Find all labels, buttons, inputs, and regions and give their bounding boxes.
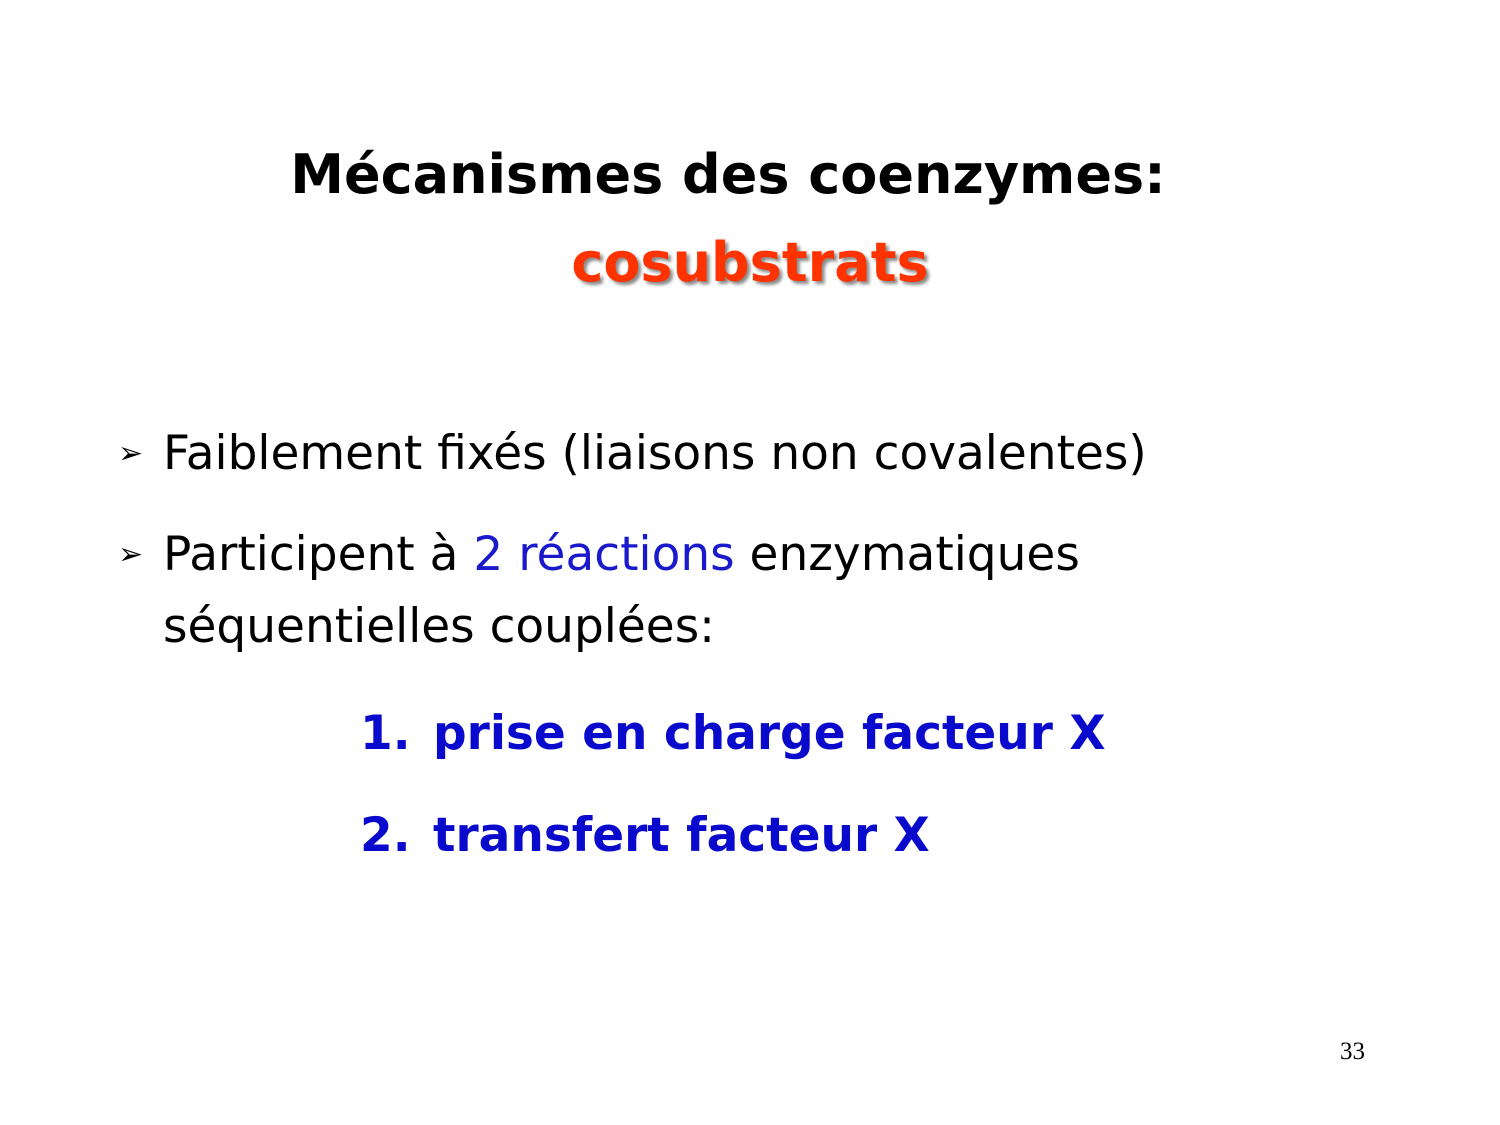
bullet-text bbox=[163, 519, 1080, 663]
bullet-text: Faiblement fixés (liaisons non covalentes) bbox=[163, 426, 1147, 481]
arrow-bullet-icon: ➢ bbox=[118, 436, 144, 471]
bullet-text-after: enzymatiques bbox=[734, 527, 1080, 582]
bullet-text-line2: séquentielles couplées: bbox=[163, 599, 716, 654]
item-number: 1. bbox=[360, 706, 411, 761]
item-number: 2. bbox=[360, 808, 411, 863]
bullet-highlight: 2 réactions bbox=[473, 527, 735, 582]
slide-title: Mécanismes des coenzymes: bbox=[290, 143, 1166, 206]
page-number: 33 bbox=[1340, 1038, 1365, 1065]
slide-subtitle: cosubstrats bbox=[571, 231, 929, 294]
bullet-text-before: Participent à bbox=[163, 527, 474, 582]
item-text: transfert facteur X bbox=[433, 808, 930, 863]
arrow-bullet-icon: ➢ bbox=[118, 537, 144, 572]
item-text: prise en charge facteur X bbox=[433, 706, 1106, 761]
